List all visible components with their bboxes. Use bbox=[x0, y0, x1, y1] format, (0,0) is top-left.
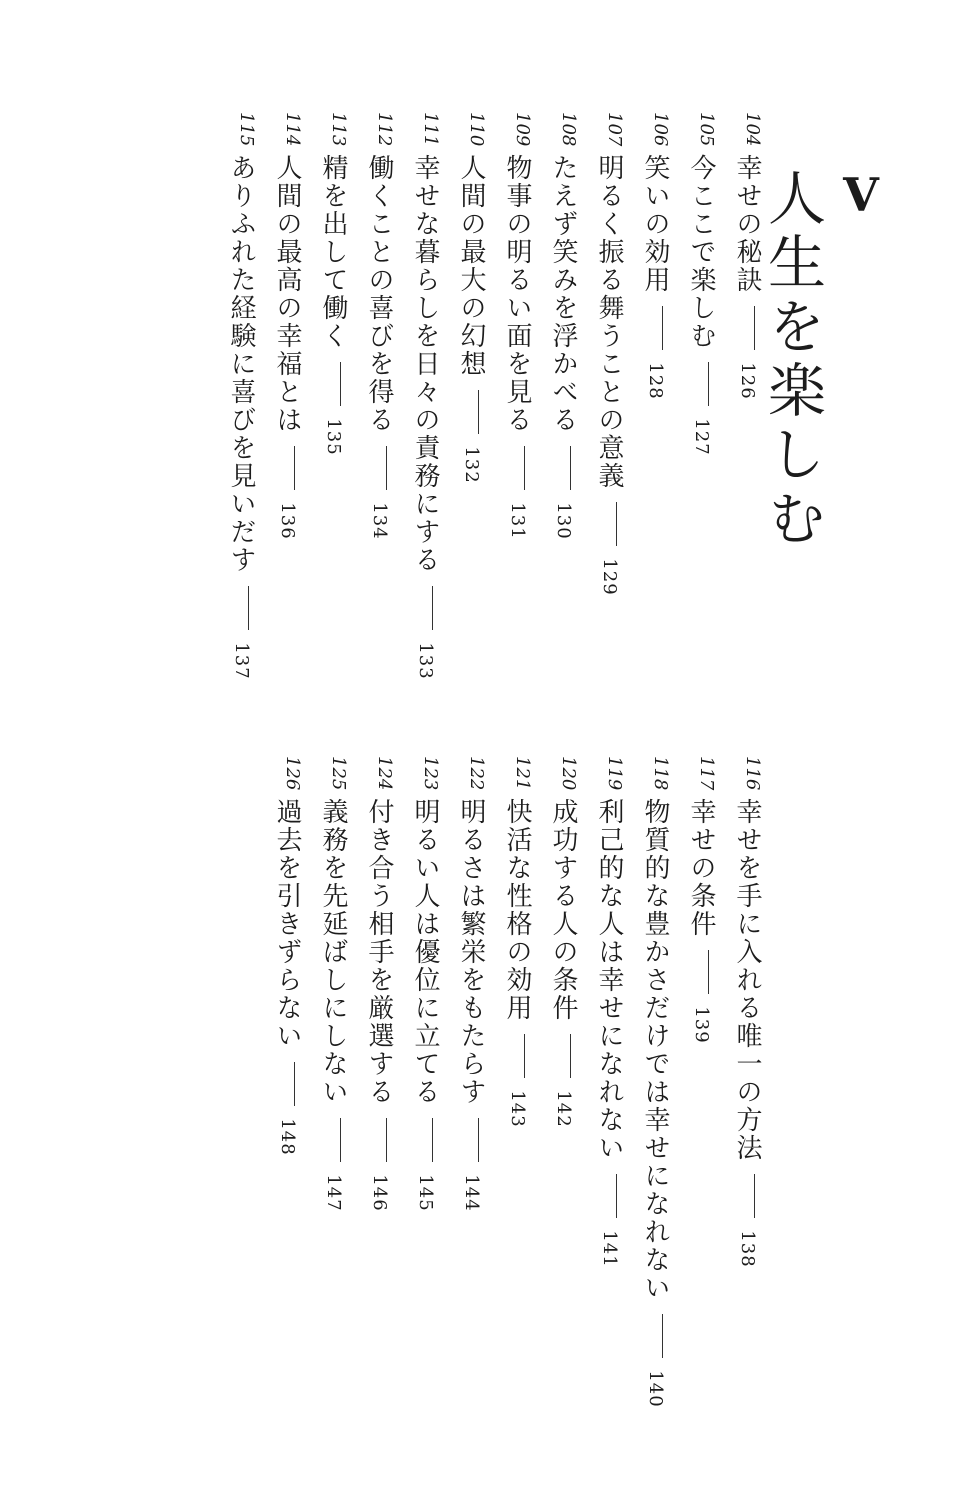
entry-number: 106 bbox=[650, 112, 671, 147]
leader-rule bbox=[340, 1118, 341, 1162]
leader-rule bbox=[524, 1034, 525, 1078]
entry-number: 118 bbox=[650, 756, 671, 791]
toc-entry[interactable] bbox=[446, 756, 490, 1212]
entry-title: 明るさは繁栄をもたらす bbox=[456, 798, 486, 1107]
entry-page-number: 128 bbox=[645, 362, 666, 400]
entry-number: 125 bbox=[328, 756, 349, 791]
entry-title: 人間の最大の幻想 bbox=[456, 154, 486, 379]
chapter-heading bbox=[758, 168, 888, 588]
toc-entry[interactable] bbox=[400, 756, 444, 1212]
toc-entry[interactable] bbox=[308, 756, 352, 1212]
leader-rule bbox=[340, 362, 341, 406]
entry-number: 122 bbox=[466, 756, 487, 791]
entry-number: 108 bbox=[558, 112, 579, 147]
entry-number: 112 bbox=[374, 112, 395, 147]
entry-page-number: 146 bbox=[369, 1174, 390, 1212]
entry-title: ありふれた経験に喜びを見いだす bbox=[226, 154, 256, 575]
entry-page-number: 130 bbox=[553, 502, 574, 540]
entry-number: 117 bbox=[696, 756, 717, 791]
entry-page-number: 134 bbox=[369, 502, 390, 540]
leader-rule bbox=[248, 586, 249, 630]
leader-rule bbox=[294, 446, 295, 490]
toc-entry[interactable] bbox=[400, 112, 444, 680]
leader-rule bbox=[662, 306, 663, 350]
entry-title: 精を出して働く bbox=[318, 154, 348, 351]
entry-title: 利己的な人は幸せになれない bbox=[594, 798, 624, 1163]
toc-entry[interactable] bbox=[584, 756, 628, 1268]
entry-number: 120 bbox=[558, 756, 579, 791]
toc-entry[interactable] bbox=[722, 756, 766, 1268]
entry-title: 笑いの効用 bbox=[640, 154, 670, 295]
entry-page-number: 136 bbox=[277, 502, 298, 540]
leader-rule bbox=[662, 1314, 663, 1358]
leader-rule bbox=[478, 390, 479, 434]
leader-rule bbox=[386, 1118, 387, 1162]
entry-title: 物事の明るい面を見る bbox=[502, 154, 532, 435]
leader-rule bbox=[294, 1062, 295, 1106]
entry-page-number: 145 bbox=[415, 1174, 436, 1212]
entry-number: 119 bbox=[604, 756, 625, 791]
entry-page-number: 140 bbox=[645, 1370, 666, 1408]
leader-rule bbox=[570, 446, 571, 490]
entry-page-number: 147 bbox=[323, 1174, 344, 1212]
entry-number: 116 bbox=[742, 756, 763, 791]
entry-page-number: 137 bbox=[231, 642, 252, 680]
leader-rule bbox=[754, 306, 755, 350]
entry-number: 110 bbox=[466, 112, 487, 147]
entry-page-number: 131 bbox=[507, 502, 528, 540]
entry-title: 幸せの条件 bbox=[686, 798, 716, 939]
entry-number: 104 bbox=[742, 112, 763, 147]
entry-page-number: 126 bbox=[737, 362, 758, 400]
entry-title: 義務を先延ばしにしない bbox=[318, 798, 348, 1107]
toc-entry[interactable] bbox=[354, 112, 398, 540]
entry-title: 物質的な豊かさだけでは幸せになれない bbox=[640, 798, 670, 1303]
leader-rule bbox=[616, 502, 617, 546]
entry-page-number: 144 bbox=[461, 1174, 482, 1212]
toc-entry[interactable] bbox=[308, 112, 352, 456]
entry-title: 成功する人の条件 bbox=[548, 798, 578, 1023]
entry-page-number: 148 bbox=[277, 1118, 298, 1156]
entry-page-number: 133 bbox=[415, 642, 436, 680]
entry-number: 121 bbox=[512, 756, 533, 791]
toc-entry[interactable] bbox=[216, 112, 260, 680]
entry-number: 111 bbox=[420, 112, 441, 147]
entry-title: 今ここで楽しむ bbox=[686, 154, 716, 351]
leader-rule bbox=[708, 950, 709, 994]
entry-page-number: 135 bbox=[323, 418, 344, 456]
toc-entry[interactable] bbox=[538, 756, 582, 1128]
leader-rule bbox=[386, 446, 387, 490]
entry-number: 113 bbox=[328, 112, 349, 147]
entry-page-number: 139 bbox=[691, 1006, 712, 1044]
entry-title: 働くことの喜びを得る bbox=[364, 154, 394, 435]
leader-rule bbox=[708, 362, 709, 406]
toc-entry[interactable] bbox=[262, 112, 306, 540]
toc-entry[interactable] bbox=[630, 112, 674, 400]
entry-title: 幸せな暮らしを日々の責務にする bbox=[410, 154, 440, 575]
entry-title: 幸せを手に入れる唯一の方法 bbox=[732, 798, 762, 1163]
entry-number: 105 bbox=[696, 112, 717, 147]
entry-page-number: 127 bbox=[691, 418, 712, 456]
toc-entry[interactable] bbox=[676, 112, 720, 456]
entry-title: 明るく振る舞うことの意義 bbox=[594, 154, 624, 491]
entry-number: 107 bbox=[604, 112, 625, 147]
leader-rule bbox=[524, 446, 525, 490]
entry-page-number: 132 bbox=[461, 446, 482, 484]
entry-title: 付き合う相手を厳選する bbox=[364, 798, 394, 1107]
entry-number: 124 bbox=[374, 756, 395, 791]
leader-rule bbox=[570, 1034, 571, 1078]
entry-number: 115 bbox=[236, 112, 257, 147]
entry-number: 123 bbox=[420, 756, 441, 791]
entry-title: たえず笑みを浮かべる bbox=[548, 154, 578, 435]
toc-entry[interactable] bbox=[676, 756, 720, 1044]
entry-page-number: 138 bbox=[737, 1230, 758, 1268]
chapter-title: 人生を楽しむ bbox=[758, 168, 826, 552]
leader-rule bbox=[432, 1118, 433, 1162]
entry-page-number: 141 bbox=[599, 1230, 620, 1268]
toc-entry[interactable] bbox=[722, 112, 766, 400]
entry-page-number: 143 bbox=[507, 1090, 528, 1128]
entry-page-number: 142 bbox=[553, 1090, 574, 1128]
entry-title: 過去を引きずらない bbox=[272, 798, 302, 1051]
entry-number: 114 bbox=[282, 112, 303, 147]
entry-number: 109 bbox=[512, 112, 533, 147]
leader-rule bbox=[478, 1118, 479, 1162]
toc-entry[interactable] bbox=[538, 112, 582, 540]
entry-page-number: 129 bbox=[599, 558, 620, 596]
toc-entry[interactable] bbox=[446, 112, 490, 484]
entry-title: 幸せの秘訣 bbox=[732, 154, 762, 295]
leader-rule bbox=[616, 1174, 617, 1218]
chapter-number: V bbox=[834, 168, 888, 222]
entry-number: 126 bbox=[282, 756, 303, 791]
leader-rule bbox=[754, 1174, 755, 1218]
toc-entry[interactable] bbox=[354, 756, 398, 1212]
entry-title: 人間の最高の幸福とは bbox=[272, 154, 302, 435]
toc-entry[interactable] bbox=[262, 756, 306, 1156]
toc-entry[interactable] bbox=[630, 756, 674, 1408]
toc-entry[interactable] bbox=[492, 112, 536, 540]
toc-entry[interactable] bbox=[492, 756, 536, 1128]
toc-entry[interactable] bbox=[584, 112, 628, 596]
entry-title: 快活な性格の効用 bbox=[502, 798, 532, 1023]
entry-title: 明るい人は優位に立てる bbox=[410, 798, 440, 1107]
leader-rule bbox=[432, 586, 433, 630]
